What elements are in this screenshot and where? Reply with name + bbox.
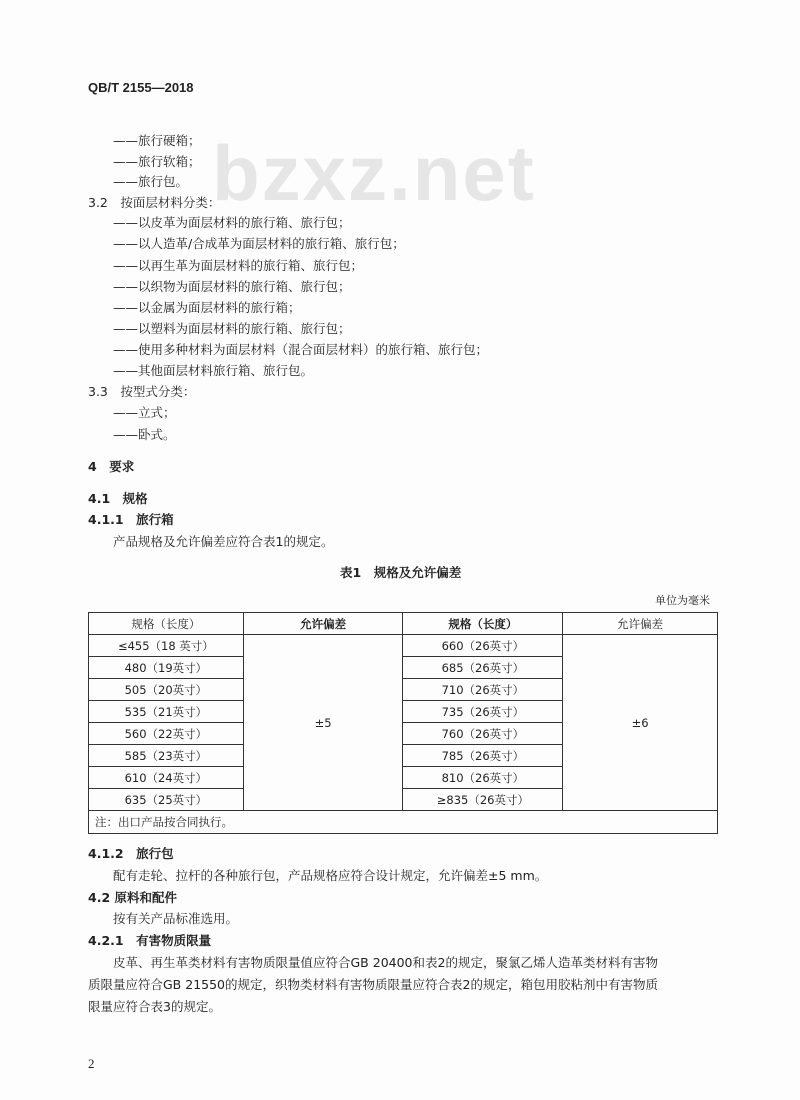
watermark: bzxz.net [212, 129, 536, 217]
section-heading: 4.1.1 旅行箱 [88, 512, 174, 527]
section-heading: 4 要求 [88, 459, 135, 474]
table-header-row [89, 613, 718, 635]
list-item: ——以织物为面层材料的旅行箱、旅行包； [113, 279, 351, 294]
header-cell: 规格（长度） [403, 613, 563, 635]
spec-cell: 585（23英寸） [89, 745, 244, 767]
standard-header: QB/T 2155—2018 [88, 80, 194, 95]
header-cell: 规格（长度） [89, 613, 244, 635]
list-item: ——旅行软箱； [113, 154, 201, 169]
paragraph: 产品规格及允许偏差应符合表1的规定。 [113, 534, 334, 549]
table-title: 表1 规格及允许偏差 [340, 565, 462, 580]
table-note: 注：出口产品按合同执行。 [89, 811, 718, 834]
spec-cell: ≥835（26英寸） [403, 789, 563, 811]
page-number: 2 [88, 1056, 95, 1071]
spec-cell: 660（26英寸） [403, 635, 563, 657]
spec-table [88, 612, 718, 834]
paragraph-line: 限量应符合表3的规定。 [88, 999, 221, 1014]
section-heading: 3.2 按面层材料分类： [88, 195, 221, 210]
spec-cell: 810（26英寸） [403, 767, 563, 789]
list-item: ——立式； [113, 405, 176, 420]
list-item: ——旅行包。 [113, 174, 189, 189]
list-item: ——以再生革为面层材料的旅行箱、旅行包； [113, 258, 364, 273]
spec-cell: 610（24英寸） [89, 767, 244, 789]
spec-cell: 685（26英寸） [403, 657, 563, 679]
header-cell: 允许偏差 [563, 613, 718, 635]
tolerance-cell: ±5 [243, 635, 403, 811]
table-note-row [89, 811, 718, 834]
spec-cell: ≤455（18 英寸） [89, 635, 244, 657]
spec-cell: 735（26英寸） [403, 701, 563, 723]
list-item: ——以塑料为面层材料的旅行箱、旅行包； [113, 321, 351, 336]
table-row [89, 635, 718, 657]
list-item: ——其他面层材料旅行箱、旅行包。 [113, 363, 314, 378]
paragraph-line: 皮革、再生革类材料有害物质限量值应符合GB 20400和表2的规定，聚氯乙烯人造革类材料有害物 [113, 955, 658, 970]
spec-cell: 480（19英寸） [89, 657, 244, 679]
spec-cell: 760（26英寸） [403, 723, 563, 745]
spec-cell: 535（21英寸） [89, 701, 244, 723]
list-item: ——使用多种材料为面层材料（混合面层材料）的旅行箱、旅行包； [113, 342, 489, 357]
spec-cell: 560（22英寸） [89, 723, 244, 745]
section-heading: 4.2.1 有害物质限量 [88, 933, 212, 948]
spec-cell: 710（26英寸） [403, 679, 563, 701]
tolerance-cell: ±6 [563, 635, 718, 811]
header-cell: 允许偏差 [243, 613, 403, 635]
list-item: ——卧式。 [113, 427, 176, 442]
section-heading: 4.1.2 旅行包 [88, 846, 174, 861]
list-item: ——旅行硬箱； [113, 133, 201, 148]
spec-cell: 785（26英寸） [403, 745, 563, 767]
paragraph-line: 质限量应符合GB 21550的规定，织物类材料有害物质限量应符合表2的规定，箱包用胶粘剂中有害物质 [88, 977, 658, 992]
section-heading: 4.1 规格 [88, 491, 148, 506]
list-item: ——以金属为面层材料的旅行箱； [113, 300, 301, 315]
spec-cell: 635（25英寸） [89, 789, 244, 811]
list-item: ——以皮革为面层材料的旅行箱、旅行包； [113, 215, 351, 230]
table-unit: 单位为毫米 [655, 594, 710, 607]
section-heading: 4.2 原料和配件 [88, 890, 177, 905]
spec-cell: 505（20英寸） [89, 679, 244, 701]
section-heading: 3.3 按型式分类： [88, 384, 196, 399]
paragraph: 按有关产品标准选用。 [113, 911, 239, 926]
list-item: ——以人造革/合成革为面层材料的旅行箱、旅行包； [113, 236, 405, 251]
paragraph: 配有走轮、拉杆的各种旅行包，产品规格应符合设计规定，允许偏差±5 mm。 [113, 868, 548, 883]
